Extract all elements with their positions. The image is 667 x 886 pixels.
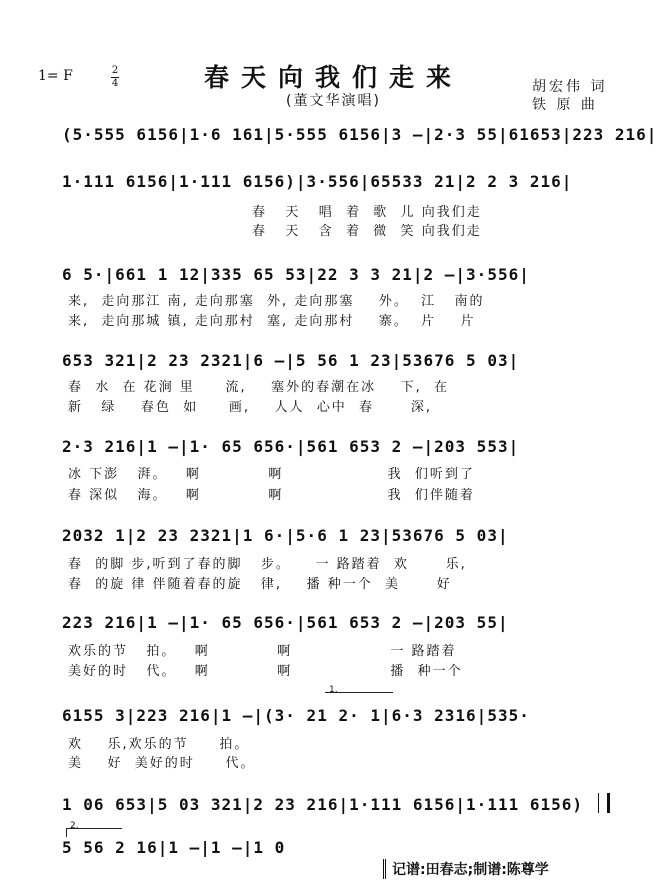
lyric-line-6-verse-2: 春 的旋 律 伴随着春的旋 律, 播 种一个 美 好 [68,577,452,592]
composer-credit: 铁 原 曲 [532,97,598,113]
lyric-line-4-verse-2: 新 绿 春色 如 画, 人人 心中 春 深, [68,400,432,415]
volta-2-bracket [66,821,122,837]
notation-line-1: (5·555 6156|1·6 161|5·555 6156|3 –|2·3 55|61653|223 216| [62,125,658,144]
lyric-line-3-verse-1: 来, 走向那江 南, 走向那塞 外, 走向那塞 外。 江 南的 [68,294,485,309]
notation-line-4: 653 321|2 23 2321|6 –|5 56 1 23|53676 5 03| [62,351,520,370]
lyric-line-8-verse-1: 欢 乐,欢乐的节 拍。 [68,737,250,752]
time-sig-bottom: 4 [111,78,119,89]
notation-line-6: 2032 1|2 23 2321|1 6·|5·6 1 23|53676 5 03| [62,526,509,545]
key-signature: 1= F [38,68,73,84]
time-signature [111,66,119,89]
volta-2-label: 2. [70,821,79,831]
lyric-line-2-verse-1: 春 天 唱 着 歌 儿 向我们走 [68,205,482,220]
lyricist-credit: 胡宏伟 词 [532,79,608,95]
notation-line-10: 5 56 2 16|1 –|1 –|1 0 [62,838,286,857]
notation-line-2: 1·111 6156|1·111 6156)|3·556|65533 21|2 2 3 216| [62,172,573,191]
notation-line-7: 223 216|1 –|1· 65 656·|561 653 2 –|203 55| [62,613,509,632]
lyric-line-3-verse-2: 来, 走向那城 镇, 走向那村 塞, 走向那村 寨。 片 片 [68,314,476,329]
lyric-line-5-verse-2: 春 深似 海。 啊 啊 我 们伴随着 [68,488,475,503]
notation-credit: 记谱:田春志;制谱:陈尊学 [383,859,549,879]
repeat-barline [598,793,610,813]
notation-line-9: 1 06 653|5 03 321|2 23 216|1·111 6156|1·111 6156) [62,795,584,814]
notation-line-5: 2·3 216|1 –|1· 65 656·|561 653 2 –|203 553| [62,437,520,456]
lyric-line-2-verse-2: 春 天 含 着 微 笑 向我们走 [68,224,482,239]
lyric-line-8-verse-2: 美 好 美好的时 代。 [68,756,256,771]
lyric-line-6-verse-1: 春 的脚 步,听到了春的脚 步。 一 路踏着 欢 乐, [68,557,467,572]
volta-1-label: 1. [329,685,338,695]
notation-line-3: 6 5·|661 1 12|335 65 53|22 3 3 21|2 –|3·556| [62,265,530,284]
lyric-line-7-verse-1: 欢乐的节 拍。 啊 啊 一 路踏着 [68,644,457,659]
lyric-line-4-verse-1: 春 水 在 花涧 里 流, 塞外的春潮在冰 下, 在 [68,380,450,395]
lyric-line-5-verse-1: 冰 下澎 湃。 啊 啊 我 们听到了 [68,467,475,482]
notation-line-8: 6155 3|223 216|1 –|(3· 21 2· 1|6·3 2316|535· [62,706,530,725]
time-sig-top: 2 [111,65,119,76]
performer-subtitle: (董文华演唱) [286,93,381,109]
lyric-line-7-verse-2: 美好的时 代。 啊 啊 播 种一个 [68,664,463,679]
song-title: 春天向我们走来 [203,63,463,92]
volta-1-bracket [325,692,393,693]
